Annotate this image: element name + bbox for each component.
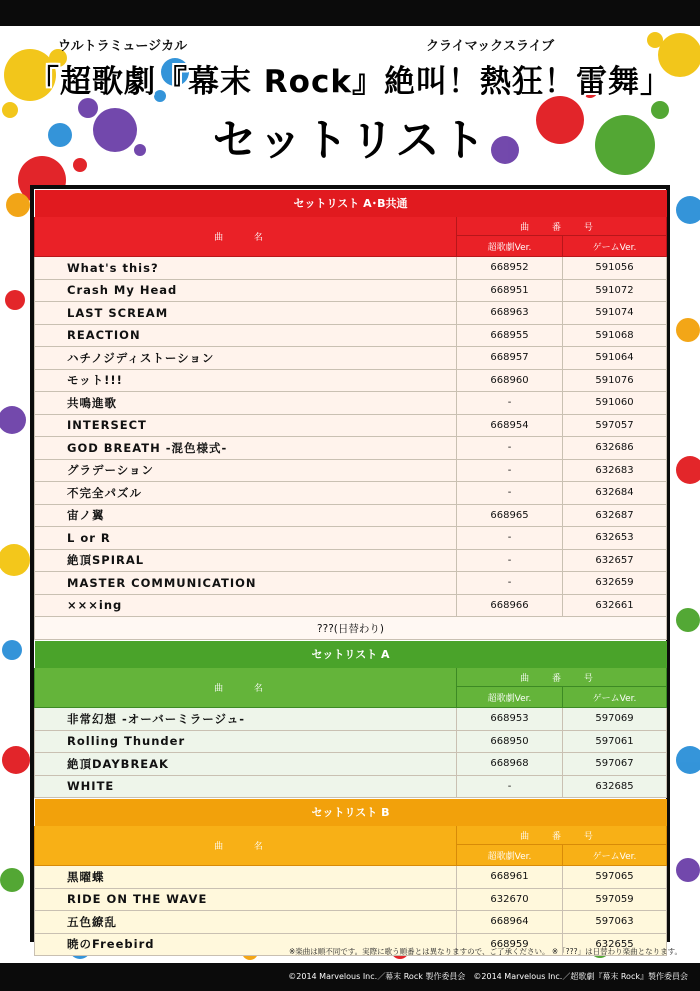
- song-number-game: 591074: [563, 302, 667, 325]
- song-name: ハチノジディストーション: [35, 347, 457, 370]
- song-name: RIDE ON THE WAVE: [35, 888, 457, 911]
- song-number-musical: -: [457, 459, 563, 482]
- song-number-game: 597065: [563, 866, 667, 889]
- song-number-game: 632687: [563, 504, 667, 527]
- setlist-a-table: [34, 640, 667, 798]
- column-header-ver2: ゲームVer.: [563, 236, 667, 257]
- song-number-musical: 668952: [457, 257, 563, 280]
- song-row: [35, 459, 667, 482]
- column-header-name: 曲 名: [35, 826, 457, 866]
- song-number-game: 632657: [563, 549, 667, 572]
- song-number-game: 632653: [563, 527, 667, 550]
- song-number-game: 591076: [563, 369, 667, 392]
- song-row: [35, 866, 667, 889]
- song-name: 黒曜蝶: [35, 866, 457, 889]
- song-number-musical: 668964: [457, 911, 563, 934]
- song-number-game: 597063: [563, 911, 667, 934]
- song-name: Rolling Thunder: [35, 730, 457, 753]
- song-row: [35, 775, 667, 798]
- song-row: [35, 549, 667, 572]
- song-number-game: 597061: [563, 730, 667, 753]
- song-number-musical: 668957: [457, 347, 563, 370]
- song-number-musical: 668963: [457, 302, 563, 325]
- song-name: L or R: [35, 527, 457, 550]
- column-header-name: 曲 名: [35, 668, 457, 708]
- song-row: [35, 392, 667, 415]
- song-number-game: 597057: [563, 414, 667, 437]
- column-header-ver1: 超歌劇Ver.: [457, 687, 563, 708]
- song-number-musical: -: [457, 775, 563, 798]
- section-title-row: [35, 641, 667, 668]
- song-number-musical: -: [457, 437, 563, 460]
- song-row: [35, 324, 667, 347]
- table-header-row: [35, 668, 667, 687]
- column-header-number: 曲 番 号: [457, 217, 667, 236]
- song-number-game: 632684: [563, 482, 667, 505]
- song-name: INTERSECT: [35, 414, 457, 437]
- song-number-musical: 668953: [457, 708, 563, 731]
- section-title-a: セットリスト A: [35, 641, 667, 668]
- song-row: [35, 347, 667, 370]
- song-row: [35, 594, 667, 617]
- song-name: 共鳴進歌: [35, 392, 457, 415]
- song-name: What's this?: [35, 257, 457, 280]
- section-title-row: [35, 799, 667, 826]
- song-number-game: 591068: [563, 324, 667, 347]
- song-number-musical: 668961: [457, 866, 563, 889]
- song-number-game: 632686: [563, 437, 667, 460]
- song-name: 絶頂DAYBREAK: [35, 753, 457, 776]
- song-row: [35, 504, 667, 527]
- song-number-musical: 668960: [457, 369, 563, 392]
- daily-song-label: ???(日替わり): [35, 617, 667, 640]
- header: [0, 26, 700, 186]
- song-row: [35, 730, 667, 753]
- song-number-game: 632683: [563, 459, 667, 482]
- song-row: [35, 527, 667, 550]
- song-number-game: 632685: [563, 775, 667, 798]
- song-row: [35, 888, 667, 911]
- song-number-musical: 632670: [457, 888, 563, 911]
- song-number-game: 632659: [563, 572, 667, 595]
- song-number-game: 591064: [563, 347, 667, 370]
- song-name: 非常幻想 -オーバーミラージュ-: [35, 708, 457, 731]
- song-number-musical: 668954: [457, 414, 563, 437]
- column-header-name: 曲 名: [35, 217, 457, 257]
- table-header-row: [35, 217, 667, 236]
- song-number-musical: 668965: [457, 504, 563, 527]
- section-title-row: [35, 190, 667, 217]
- song-name: 五色繚乱: [35, 911, 457, 934]
- song-row: [35, 414, 667, 437]
- song-number-game: 591056: [563, 257, 667, 280]
- song-name: グラデーション: [35, 459, 457, 482]
- song-number-game: 632661: [563, 594, 667, 617]
- song-number-musical: 668966: [457, 594, 563, 617]
- song-row: [35, 753, 667, 776]
- column-header-ver1: 超歌劇Ver.: [457, 236, 563, 257]
- song-row: [35, 369, 667, 392]
- song-name: ×××ing: [35, 594, 457, 617]
- song-name: 暁のFreebird: [35, 933, 457, 956]
- song-row: [35, 279, 667, 302]
- song-name: WHITE: [35, 775, 457, 798]
- song-name: REACTION: [35, 324, 457, 347]
- table-header-row: [35, 826, 667, 845]
- song-number-game: 597067: [563, 753, 667, 776]
- column-header-ver2: ゲームVer.: [563, 845, 667, 866]
- section-title-common: セットリスト A･B共通: [35, 190, 667, 217]
- song-name: 不完全パズル: [35, 482, 457, 505]
- song-name: 宙ノ翼: [35, 504, 457, 527]
- song-row: [35, 572, 667, 595]
- column-header-ver2: ゲームVer.: [563, 687, 667, 708]
- column-header-number: 曲 番 号: [457, 826, 667, 845]
- song-number-musical: -: [457, 482, 563, 505]
- song-name: 絶頂SPIRAL: [35, 549, 457, 572]
- song-number-musical: -: [457, 527, 563, 550]
- song-number-musical: -: [457, 572, 563, 595]
- song-row: [35, 708, 667, 731]
- song-number-musical: -: [457, 549, 563, 572]
- song-row: [35, 437, 667, 460]
- song-row: [35, 911, 667, 934]
- copyright-bar: ©2014 Marvelous Inc.／幕末 Rock 製作委員会 ©2014 Marvelous Inc.／超歌劇『幕末 Rock』製作委員会: [0, 963, 700, 991]
- song-name: MASTER COMMUNICATION: [35, 572, 457, 595]
- song-number-musical: 668950: [457, 730, 563, 753]
- song-number-game: 591072: [563, 279, 667, 302]
- setlist-b-table: [34, 798, 667, 956]
- song-number-musical: 668959: [457, 933, 563, 956]
- song-row: [35, 302, 667, 325]
- column-header-ver1: 超歌劇Ver.: [457, 845, 563, 866]
- song-name: Crash My Head: [35, 279, 457, 302]
- setlist-heading: セットリスト: [212, 115, 488, 166]
- song-name: LAST SCREAM: [35, 302, 457, 325]
- daily-song-row: [35, 617, 667, 640]
- song-number-musical: 668955: [457, 324, 563, 347]
- song-number-musical: 668951: [457, 279, 563, 302]
- song-number-musical: -: [457, 392, 563, 415]
- song-name: モット!!!: [35, 369, 457, 392]
- song-row: [35, 257, 667, 280]
- footnote: ※楽曲は順不同です。実際に歌う順番とは異なりますので、ご了承ください。 ※「???」は日替わり楽曲となります。: [288, 947, 682, 956]
- song-number-musical: 668968: [457, 753, 563, 776]
- subtitle-right: クライマックスライブ: [426, 39, 555, 54]
- song-number-game: 591060: [563, 392, 667, 415]
- setlist-common-table: [34, 189, 667, 640]
- event-title: 「超歌劇『幕末 Rock』絶叫！熱狂！雷舞」: [28, 64, 672, 100]
- subtitle-left: ウルトラミュージカル: [58, 39, 188, 54]
- song-number-game: 632655: [563, 933, 667, 956]
- song-name: GOD BREATH -混色様式-: [35, 437, 457, 460]
- column-header-number: 曲 番 号: [457, 668, 667, 687]
- song-row: [35, 482, 667, 505]
- song-number-game: 597069: [563, 708, 667, 731]
- song-number-game: 597059: [563, 888, 667, 911]
- section-title-b: セットリスト B: [35, 799, 667, 826]
